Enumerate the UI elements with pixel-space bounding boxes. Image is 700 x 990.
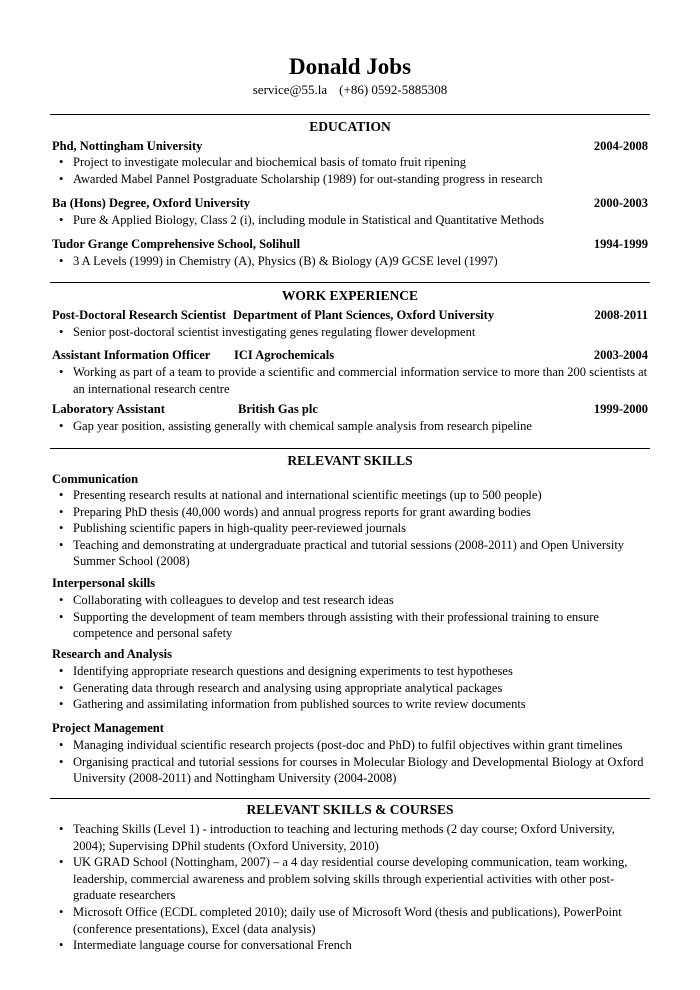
list-item: • Microsoft Office (ECDL completed 2010); daily use of Microsoft Word (thesis and publications), PowerPoint (conference presentations), Excel (data analysis) <box>52 904 648 937</box>
list-item: • Gap year position, assisting generally with chemical sample analysis from research pipeline <box>52 418 648 435</box>
list-item: • Intermediate language course for conversational French <box>52 937 648 954</box>
list-item: • UK GRAD School (Nottingham, 2007) – a 4 day residential course developing communication, team working, leadership, commercial awareness and problem solving skills through experiential activities with other post-graduate researchers <box>52 854 648 904</box>
list-item: • Senior post-doctoral scientist investigating genes regulating flower development <box>52 324 648 341</box>
list-item: • Identifying appropriate research questions and designing experiments to test hypotheses <box>52 663 648 680</box>
skill-group-communication: Communication <box>52 472 139 486</box>
skill-group-project-management: Project Management <box>52 721 164 735</box>
list-item: • Generating data through research and analysing using appropriate analytical packages <box>52 680 648 697</box>
work-entry-ici <box>52 347 648 363</box>
skill-group-interpersonal: Interpersonal skills <box>52 576 156 590</box>
skill-bullets-project-management <box>52 737 648 787</box>
list-item: • Teaching Skills (Level 1) - introduction to teaching and lecturing methods (2 day course; Oxford University, 2004); Supervising DPhil students (Oxford University, 2010) <box>52 821 648 854</box>
list-item: • 3 A Levels (1999) in Chemistry (A), Physics (B) & Biology (A)9 GCSE level (1997) <box>52 253 648 270</box>
phone-text: (+86) 0592-5885308 <box>339 82 448 97</box>
candidate-name: Donald Jobs <box>288 54 412 79</box>
work-bullets-lab <box>52 418 648 435</box>
list-item: • Managing individual scientific research projects (post-doc and PhD) to fulfil objectives within grant timelines <box>52 737 648 754</box>
section-divider <box>50 282 650 283</box>
education-entry-ba <box>52 195 648 211</box>
list-item: • Collaborating with colleagues to develop and test research ideas <box>52 592 648 609</box>
education-heading: EDUCATION <box>309 119 391 134</box>
work-entry-postdoc <box>52 307 648 323</box>
job-years: 2003-2004 <box>593 348 648 362</box>
list-item: • Project to investigate molecular and biochemical basis of tomato fruit ripening <box>52 154 648 171</box>
list-item: • Gathering and assimilating information from published sources to write review documents <box>52 696 648 713</box>
work-bullets-ici <box>52 364 648 397</box>
entry-name: Tudor Grange Comprehensive School, Solihull <box>52 237 301 251</box>
job-years: 1999-2000 <box>593 402 648 416</box>
job-role: Assistant Information Officer <box>52 348 211 362</box>
education-bullets-phd <box>52 154 648 187</box>
education-bullets-ba <box>52 212 648 229</box>
list-item: • Awarded Mabel Pannel Postgraduate Scholarship (1989) for out-standing progress in research <box>52 171 648 188</box>
list-item: • Publishing scientific papers in high-quality peer-reviewed journals <box>52 520 648 537</box>
list-item: • Preparing PhD thesis (40,000 words) and annual progress reports for grant awarding bodies <box>52 504 648 521</box>
list-item: • Presenting research results at national and international scientific meetings (up to 500 people) <box>52 487 648 504</box>
skill-bullets-research <box>52 663 648 713</box>
courses-heading: RELEVANT SKILLS & COURSES <box>246 802 454 817</box>
entry-years: 2004-2008 <box>593 139 648 153</box>
entry-years: 2000-2003 <box>593 196 648 210</box>
skill-bullets-communication <box>52 487 648 570</box>
education-bullets-school <box>52 253 648 270</box>
section-divider <box>50 448 650 449</box>
list-item: • Organising practical and tutorial sessions for courses in Molecular Biology and Developmental Biology at Oxford University (2008-2011) and Nottingham University (2004-2008) <box>52 754 648 787</box>
work-bullets-postdoc <box>52 324 648 341</box>
list-item: • Teaching and demonstrating at undergraduate practical and tutorial sessions (2008-2011) and Open University Summer School (2008) <box>52 537 648 570</box>
skill-bullets-interpersonal <box>52 592 648 642</box>
job-role: Laboratory Assistant <box>52 402 165 416</box>
course-bullets <box>52 821 648 954</box>
list-item: • Supporting the development of team members through assisting with their professional training to ensure competence and personal safety <box>52 609 648 642</box>
education-entry-school <box>52 236 648 252</box>
job-employer: British Gas plc <box>238 402 318 416</box>
job-employer: ICI Agrochemicals <box>234 348 335 362</box>
education-entry-phd <box>52 138 648 154</box>
list-item: • Pure & Applied Biology, Class 2 (i), including module in Statistical and Quantitative Methods <box>52 212 648 229</box>
skills-heading: RELEVANT SKILLS <box>287 453 413 468</box>
section-divider <box>50 114 650 115</box>
work-entry-lab <box>52 401 648 417</box>
skill-group-research: Research and Analysis <box>52 647 172 661</box>
entry-name: Phd, Nottingham University <box>52 139 203 153</box>
section-divider <box>50 798 650 799</box>
job-employer: Department of Plant Sciences, Oxford University <box>233 308 495 322</box>
entry-years: 1994-1999 <box>593 237 648 251</box>
work-heading: WORK EXPERIENCE <box>281 288 419 303</box>
job-role: Post-Doctoral Research Scientist <box>52 308 227 322</box>
contact-line <box>0 82 700 98</box>
list-item: • Working as part of a team to provide a scientific and commercial information service to more than 200 scientists at an international research centre <box>52 364 648 397</box>
job-years: 2008-2011 <box>594 308 648 322</box>
email-text: service@55.la <box>252 82 328 97</box>
entry-name: Ba (Hons) Degree, Oxford University <box>52 196 251 210</box>
